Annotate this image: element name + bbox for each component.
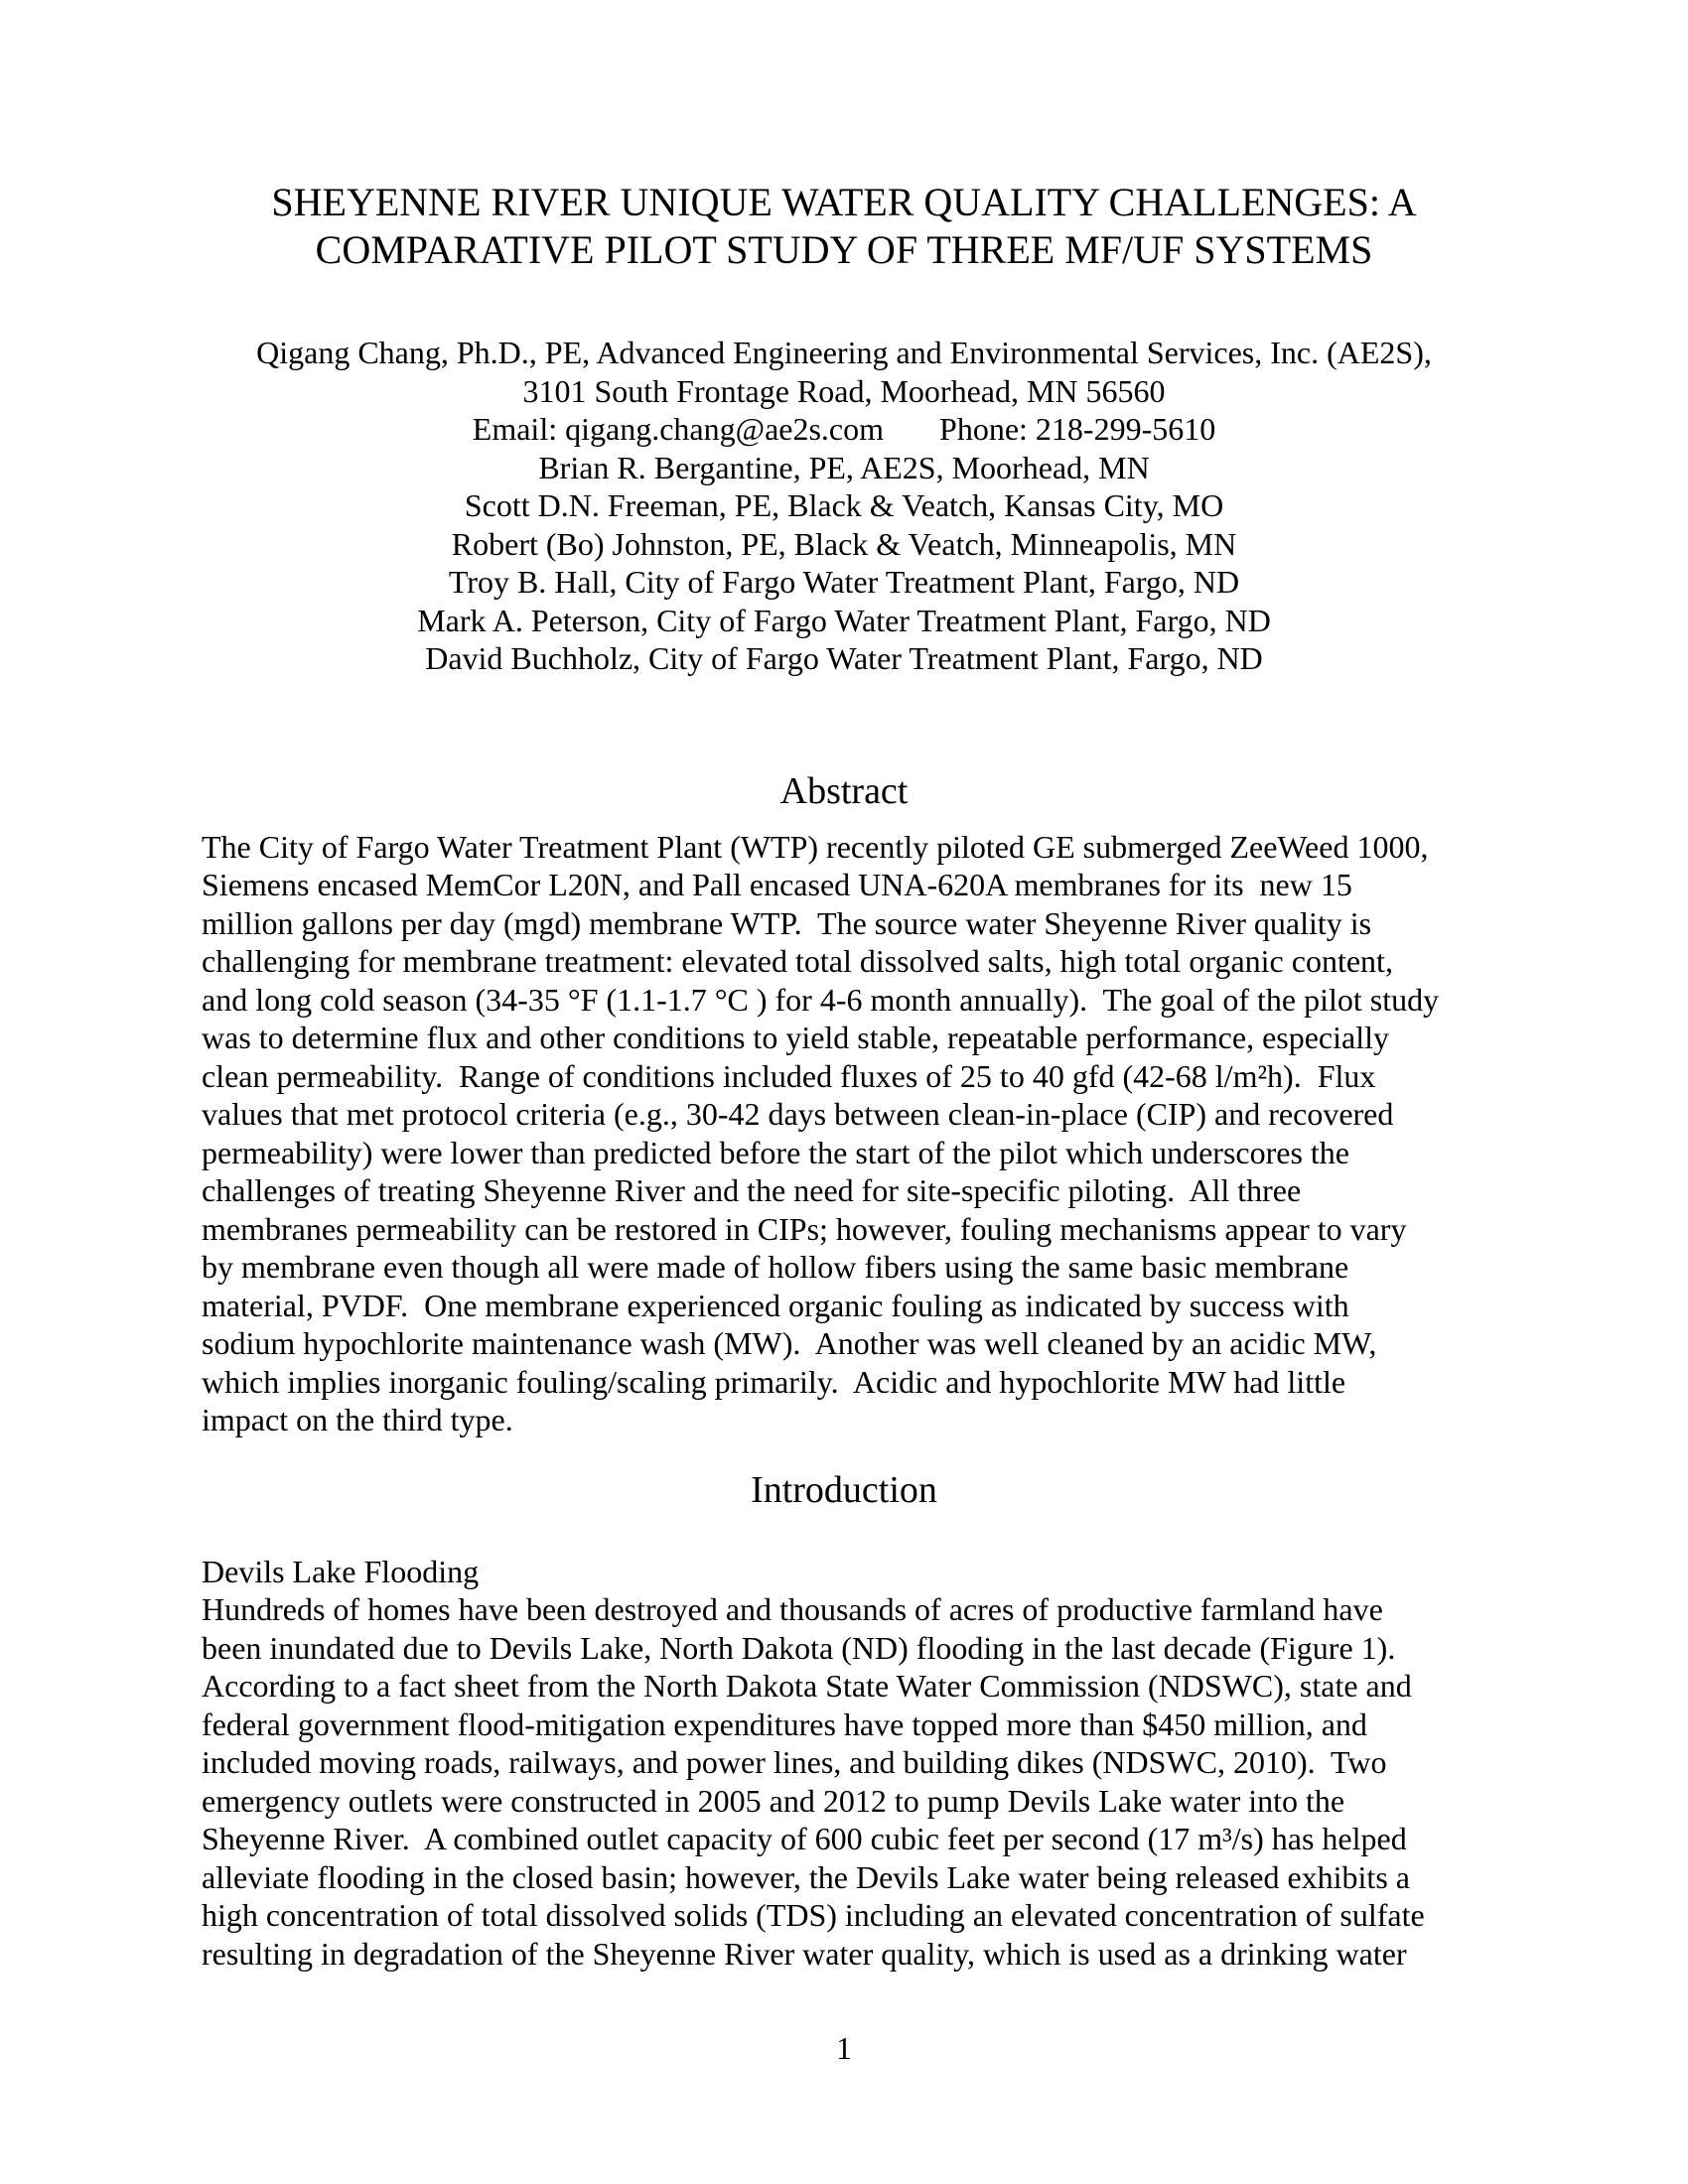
abstract-heading: Abstract xyxy=(779,769,909,812)
abstract-text-line: permeability) were lower than predicted before the start of the pilot which underscores the xyxy=(202,1134,1349,1170)
subsection-heading-devils-lake-flooding: Devils Lake Flooding xyxy=(202,1553,480,1589)
introduction-text-line: resulting in degradation of the Sheyenne River water quality, which is used as a drinking water xyxy=(202,1935,1407,1972)
author-line: Scott D.N. Freeman, PE, Black & Veatch, Kansas City, MO xyxy=(464,487,1224,523)
page-footer xyxy=(0,2029,1688,2068)
introduction-text-line: alleviate flooding in the closed basin; however, the Devils Lake water being released exhibits a xyxy=(202,1858,1410,1895)
introduction-text-line: emergency outlets were constructed in 2005 and 2012 to pump Devils Lake water into the xyxy=(202,1782,1345,1819)
abstract-text-line: challenging for membrane treatment: elevated total dissolved salts, high total organic content, xyxy=(202,943,1393,979)
introduction-text-line: According to a fact sheet from the North Dakota State Water Commission (NDSWC), state and xyxy=(202,1668,1412,1704)
abstract-text-line: impact on the third type. xyxy=(202,1402,513,1437)
author-line: Email: qigang.chang@ae2s.com Phone: 218-299-5610 xyxy=(472,411,1216,447)
author-line: Qigang Chang, Ph.D., PE, Advanced Engineering and Environmental Services, Inc. (AE2S), xyxy=(256,335,1432,370)
introduction-body xyxy=(0,1553,1688,1974)
introduction-heading: Introduction xyxy=(751,1468,937,1511)
author-block xyxy=(0,334,1688,678)
abstract-text-line: sodium hypochlorite maintenance wash (MW). Another was well cleaned by an acidic MW, xyxy=(202,1325,1377,1361)
introduction-paragraph xyxy=(202,1590,1688,1973)
introduction-text-line: Hundreds of homes have been destroyed and thousands of acres of productive farmland have xyxy=(202,1591,1383,1627)
author-line: Brian R. Bergantine, PE, AE2S, Moorhead, MN xyxy=(538,449,1150,485)
introduction-text-line: included moving roads, railways, and power lines, and building dikes (NDSWC, 2010). Two xyxy=(202,1744,1387,1780)
abstract-text-line: challenges of treating Sheyenne River and the need for site-specific piloting. All three xyxy=(202,1172,1302,1208)
abstract-text-line: and long cold season (34-35 °F (1.1-1.7 °C ) for 4-6 month annually). The goal of the pilot study xyxy=(202,981,1440,1018)
abstract-text-line: values that met protocol criteria (e.g., 30-42 days between clean-in-place (CIP) and recovered xyxy=(202,1096,1394,1132)
introduction-text-line: high concentration of total dissolved solids (TDS) including an elevated concentration of sulfate xyxy=(202,1897,1425,1933)
page-number: 1 xyxy=(836,2030,852,2066)
introduction-text-line: been inundated due to Devils Lake, North Dakota (ND) flooding in the last decade (Figure 1). xyxy=(202,1629,1396,1666)
abstract-text-line: which implies inorganic fouling/scaling primarily. Acidic and hypochlorite MW had little xyxy=(202,1363,1346,1400)
introduction-text-line: Sheyenne River. A combined outlet capacity of 600 cubic feet per second (17 m³/s) has helped xyxy=(202,1821,1407,1856)
paper-title xyxy=(0,179,1688,274)
paper-title-line: COMPARATIVE PILOT STUDY OF THREE MF/UF SYSTEMS xyxy=(315,227,1373,272)
author-line: David Buchholz, City of Fargo Water Treatment Plant, Fargo, ND xyxy=(425,640,1263,676)
author-line: Mark A. Peterson, City of Fargo Water Treatment Plant, Fargo, ND xyxy=(417,602,1271,638)
abstract-text-line: clean permeability. Range of conditions included fluxes of 25 to 40 gfd (42-68 l/m²h). Flux xyxy=(202,1057,1376,1094)
author-line: 3101 South Frontage Road, Moorhead, MN 56560 xyxy=(522,372,1166,409)
abstract-body xyxy=(0,828,1688,1439)
abstract-text-line: material, PVDF. One membrane experienced organic fouling as indicated by success with xyxy=(202,1287,1349,1323)
abstract-text-line: Siemens encased MemCor L20N, and Pall encased UNA-620A membranes for its new 15 xyxy=(202,867,1352,902)
abstract-text-line: The City of Fargo Water Treatment Plant (WTP) recently piloted GE submerged ZeeWeed 1000, xyxy=(202,828,1429,865)
abstract-text-line: was to determine flux and other conditions to yield stable, repeatable performance, especially xyxy=(202,1020,1389,1055)
introduction-text-line: federal government flood-mitigation expenditures have topped more than $450 million, and xyxy=(202,1706,1367,1742)
abstract-text-line: million gallons per day (mgd) membrane WTP. The source water Sheyenne River quality is xyxy=(202,904,1372,941)
abstract-text-line: membranes permeability can be restored in CIPs; however, fouling mechanisms appear to vary xyxy=(202,1210,1407,1247)
author-line: Troy B. Hall, City of Fargo Water Treatment Plant, Fargo, ND xyxy=(448,564,1240,600)
abstract-text-line: by membrane even though all were made of hollow fibers using the same basic membrane xyxy=(202,1249,1349,1285)
paper-title-line: SHEYENNE RIVER UNIQUE WATER QUALITY CHALLENGES: A xyxy=(271,180,1417,224)
author-line: Robert (Bo) Johnston, PE, Black & Veatch, Minneapolis, MN xyxy=(451,525,1237,562)
